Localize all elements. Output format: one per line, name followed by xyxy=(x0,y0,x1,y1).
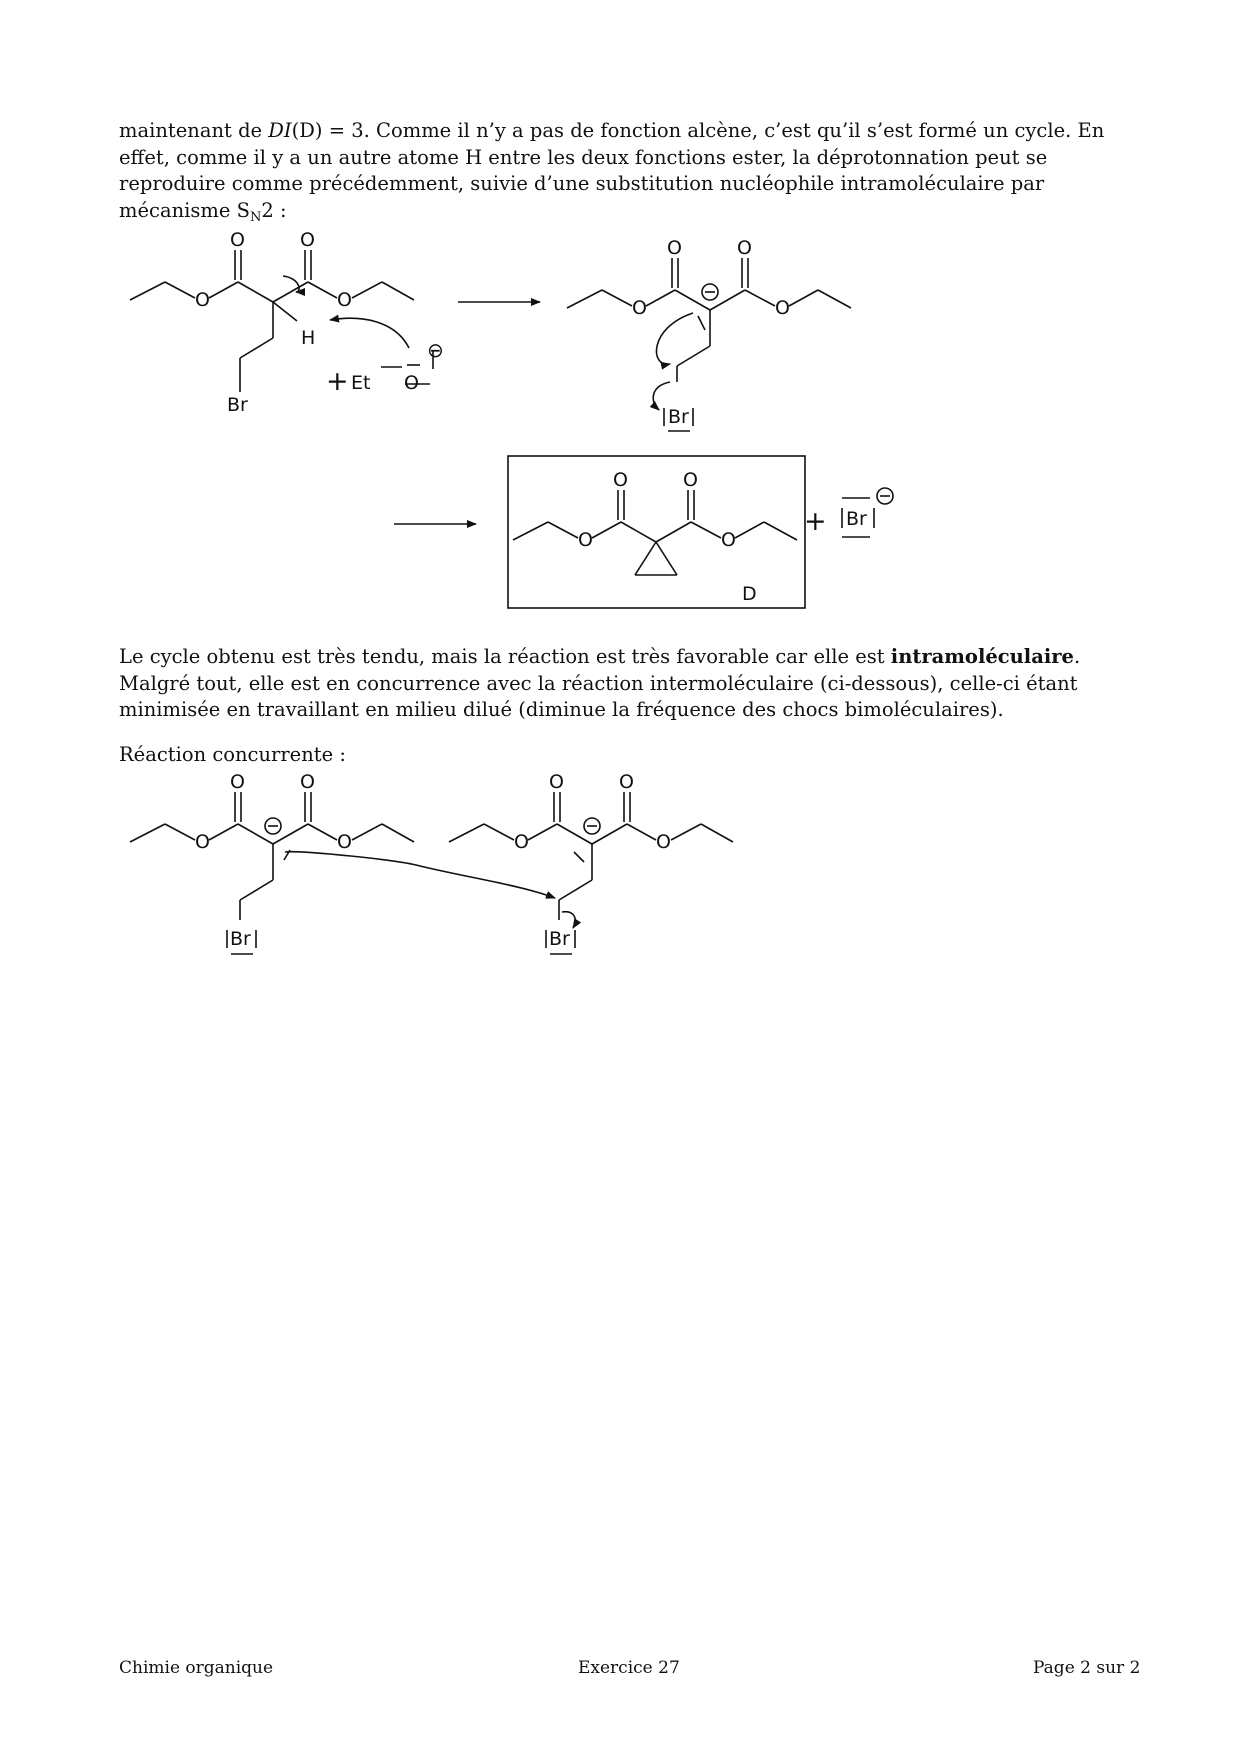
atom-o: O xyxy=(230,229,245,251)
atom-o: O xyxy=(578,529,593,551)
atom-br: Br xyxy=(668,406,689,428)
atom-o: O xyxy=(667,237,682,259)
mechanism-scheme-intramolecular xyxy=(0,220,1240,640)
atom-br: Br xyxy=(227,394,248,416)
atom-o: O xyxy=(737,237,752,259)
atom-o: O xyxy=(683,469,698,491)
molecule-carbanion-left xyxy=(130,792,555,954)
discussion-line-1: Le cycle obtenu est très tendu, mais la réaction est très favorable car elle est intramoléculaire. xyxy=(119,645,1081,668)
atom-o: O xyxy=(613,469,628,491)
discussion-line-2: Malgré tout, elle est en concurrence avec la réaction intermoléculaire (ci-dessous), celle-ci étant xyxy=(119,671,1078,695)
atom-o: O xyxy=(337,831,352,853)
footer-center: Exercice 27 xyxy=(578,1658,680,1678)
atom-o: O xyxy=(656,831,671,853)
negative-charge: ⊖ xyxy=(427,338,444,362)
molecule-bromoethyl-malonate-right xyxy=(449,792,733,954)
atom-br: Br xyxy=(549,928,570,950)
atom-o: O xyxy=(775,297,790,319)
atom-o: O xyxy=(514,831,529,853)
molecule-carbanion xyxy=(567,258,851,431)
di-variable: DI xyxy=(268,119,292,142)
intro-paragraph xyxy=(119,118,1129,224)
atom-o: O xyxy=(195,831,210,853)
intro-line-2: effet, comme il y a un autre atome H entre les deux fonctions ester, la déprotonnation peut se xyxy=(119,145,1048,169)
competing-reaction-title: Réaction concurrente : xyxy=(119,743,346,766)
atom-o: O xyxy=(632,297,647,319)
product-box xyxy=(508,456,805,608)
atom-br: Br xyxy=(846,508,867,530)
atom-o: O xyxy=(721,529,736,551)
atom-o: O xyxy=(404,372,419,394)
intro-line-1: maintenant de DI(D) = 3. Comme il n’y a pas de fonction alcène, c’est qu’il s’est formé un cycle. En xyxy=(119,119,1105,142)
molecule-cyclopropane-diester xyxy=(513,490,797,575)
atom-h: H xyxy=(301,327,316,349)
atom-o: O xyxy=(619,771,634,793)
footer-right: Page 2 sur 2 xyxy=(1033,1658,1141,1678)
plus-sign: + xyxy=(804,506,827,537)
intro-line-3: reproduire comme précédemment, suivie d’une substitution nucléophile intramoléculaire par xyxy=(119,172,1045,195)
atom-o: O xyxy=(300,229,315,251)
ethyl-label: Et xyxy=(351,372,371,394)
plus-sign: + xyxy=(326,366,349,397)
footer-left: Chimie organique xyxy=(119,1658,274,1678)
mechanism-scheme-intermolecular xyxy=(0,770,1240,990)
product-label: D xyxy=(742,583,757,605)
intro-line-4: mécanisme $S_N2$ : xyxy=(119,198,287,225)
discussion-paragraph xyxy=(119,644,1129,724)
atom-o: O xyxy=(549,771,564,793)
bold-keyword: intramoléculaire xyxy=(890,645,1074,668)
atom-o: O xyxy=(300,771,315,793)
atom-o: O xyxy=(230,771,245,793)
atom-br: Br xyxy=(230,928,251,950)
atom-o: O xyxy=(195,289,210,311)
atom-o: O xyxy=(337,289,352,311)
discussion-line-3: minimisée en travaillant en milieu dilué (diminue la fréquence des chocs bimoléculaires). xyxy=(119,698,1004,721)
